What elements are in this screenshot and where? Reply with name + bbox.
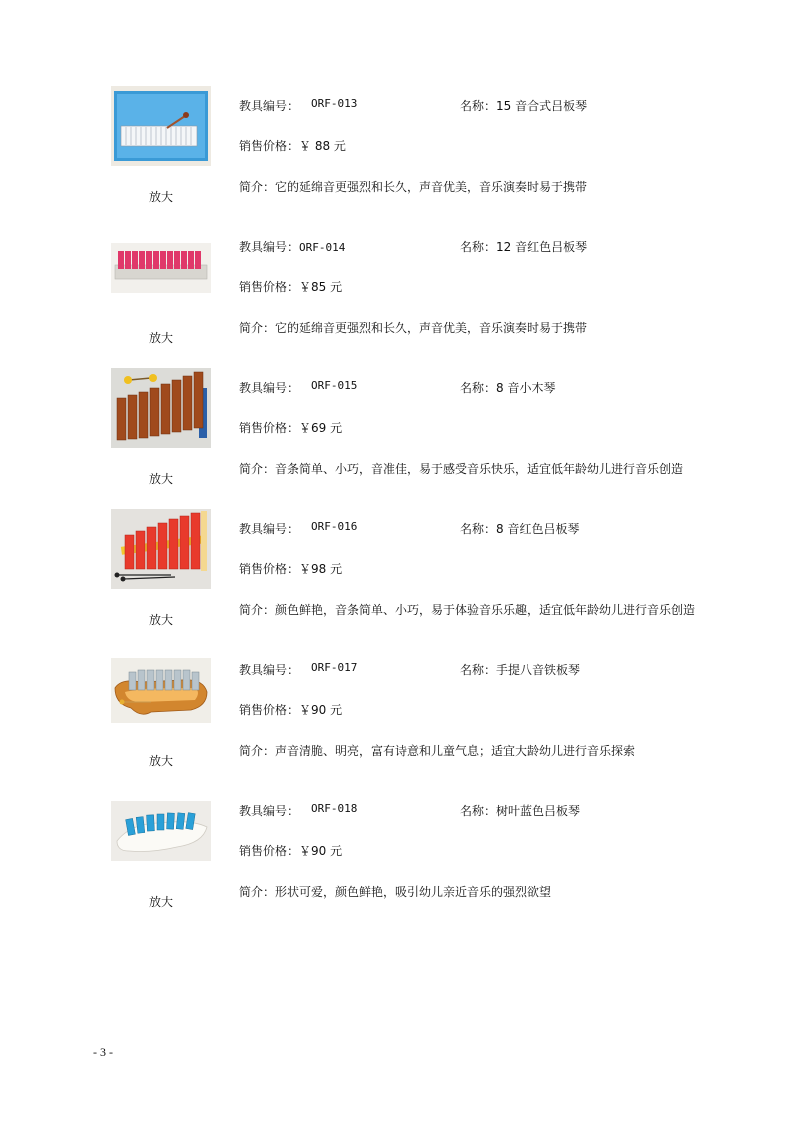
product-price: 销售价格：￥ 88 元 (239, 139, 346, 153)
product-name: 名称：树叶蓝色吕板琴 (460, 804, 581, 818)
product-image-red-metallophone-with-mallets (111, 509, 211, 589)
zoom-link[interactable]: 放大 (148, 472, 173, 486)
product-description: 简介：它的延绵音更强烈和长久，声音优美，音乐演奏时易于携带 (239, 180, 588, 194)
product-entry (0, 509, 793, 650)
product-image-handheld-metallophone (111, 658, 211, 723)
code-label: 教具编号： (239, 522, 300, 536)
code-label: 教具编号： (239, 804, 300, 818)
product-image-leaf-blue-glockenspiel (111, 801, 211, 861)
zoom-link[interactable]: 放大 (148, 895, 173, 909)
code-label: 教具编号： (239, 381, 300, 395)
code-label: 教具编号： (239, 99, 300, 113)
product-entry (0, 368, 793, 509)
product-image-wooden-xylophone (111, 368, 211, 448)
product-price: 销售价格：￥69 元 (239, 421, 343, 435)
product-code: ORF-013 (311, 97, 358, 110)
product-name: 名称：8 音红色吕板琴 (460, 522, 580, 536)
zoom-link[interactable]: 放大 (148, 613, 173, 627)
product-name: 名称：12 音红色吕板琴 (460, 240, 588, 254)
product-name: 名称：8 音小木琴 (460, 381, 556, 395)
product-image-blue-cased-metallophone (111, 86, 211, 166)
page-number: - 3 - (93, 1045, 113, 1059)
product-image-red-glockenspiel (111, 243, 211, 293)
product-entry (0, 86, 793, 227)
product-name: 名称：15 音合式吕板琴 (460, 99, 588, 113)
product-description: 简介：颜色鲜艳，音条简单、小巧，易于体验音乐乐趣，适宜低年龄幼儿进行音乐创造 (239, 603, 696, 617)
product-description: 简介：音条简单、小巧，音准佳，易于感受音乐快乐，适宜低年龄幼儿进行音乐创造 (239, 462, 684, 476)
product-description: 简介：它的延绵音更强烈和长久，声音优美，音乐演奏时易于携带 (239, 321, 588, 335)
product-entry (0, 791, 793, 932)
zoom-link[interactable]: 放大 (148, 331, 173, 345)
product-description: 简介：声音清脆、明亮，富有诗意和儿童气息；适宜大龄幼儿进行音乐探索 (239, 744, 636, 758)
product-name: 名称：手提八音铁板琴 (460, 663, 581, 677)
product-price: 销售价格：￥90 元 (239, 703, 343, 717)
zoom-link[interactable]: 放大 (148, 754, 173, 768)
product-code: ORF-016 (311, 520, 358, 533)
product-entry (0, 227, 793, 368)
code-label: 教具编号：ORF-014 (239, 240, 346, 254)
product-code: ORF-018 (311, 802, 358, 815)
product-price: 销售价格：￥85 元 (239, 280, 343, 294)
code-label: 教具编号： (239, 663, 300, 677)
product-code: ORF-017 (311, 661, 358, 674)
product-price: 销售价格：￥98 元 (239, 562, 343, 576)
product-code: ORF-015 (311, 379, 358, 392)
zoom-link[interactable]: 放大 (148, 190, 173, 204)
product-entry (0, 650, 793, 791)
product-price: 销售价格：￥90 元 (239, 844, 343, 858)
product-description: 简介：形状可爱，颜色鲜艳，吸引幼儿亲近音乐的强烈欲望 (239, 885, 552, 899)
